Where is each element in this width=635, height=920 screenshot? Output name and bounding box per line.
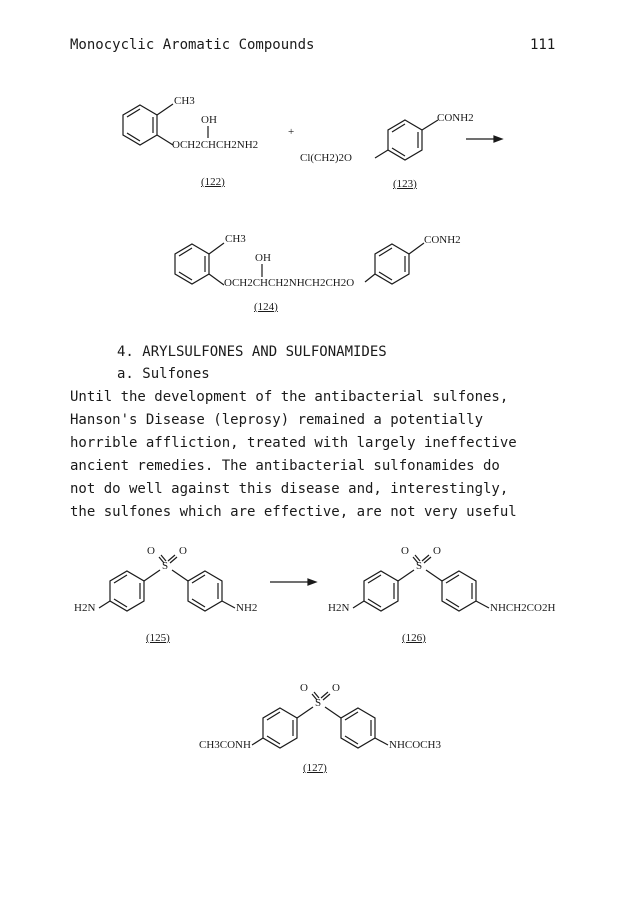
bond-s-left-126: [398, 570, 414, 581]
compound-label-122: (122): [201, 176, 225, 188]
paragraph-line-6: the sulfones which are effective, are not very useful: [70, 504, 517, 520]
chain-label-122: OCH2CHCH2NH2: [172, 139, 259, 151]
bond-nh-right-127: [375, 738, 388, 745]
bond-s-left-127: [297, 707, 313, 718]
oh-label-122: OH: [201, 114, 217, 126]
benzene-ring-123: [388, 120, 422, 160]
section-heading: 4. ARYLSULFONES AND SULFONAMIDES: [117, 344, 387, 360]
compound-label-123: (123): [393, 178, 417, 190]
benzene-ring-124-right: [375, 244, 409, 284]
plus-sign: +: [288, 126, 295, 138]
o1-label-125: O: [147, 545, 155, 557]
left-amine-125: H2N: [74, 602, 96, 614]
compound-label-124: (124): [254, 301, 278, 313]
benzene-ring-127-left: [263, 708, 297, 748]
ch3-label-122: CH3: [174, 95, 195, 107]
section-subheading: a. Sulfones: [117, 366, 210, 382]
right-group-126: NHCH2CO2H: [490, 602, 556, 614]
bond-nh-right-126: [476, 601, 489, 608]
o1-label-127: O: [300, 682, 308, 694]
s-label-127: S: [315, 697, 322, 709]
benzene-ring-126-right: [442, 571, 476, 611]
reaction-arrow-1: [466, 136, 502, 142]
bond-s-right-127: [325, 707, 341, 718]
paragraph-line-5: not do well against this disease and, interestingly,: [70, 481, 509, 497]
bond-nh-left-127: [252, 738, 263, 745]
paragraph-line-1: Until the development of the antibacterial sulfones,: [70, 389, 509, 405]
bond-o-122: [157, 135, 173, 145]
bond-nh2-right-125: [222, 601, 235, 608]
reaction-arrow-2: [270, 579, 316, 585]
benzene-ring-125-right: [188, 571, 222, 611]
left-amine-126: H2N: [328, 602, 350, 614]
o2-label-125: O: [179, 545, 187, 557]
benzene-ring-126-left: [364, 571, 398, 611]
running-header-title: Monocyclic Aromatic Compounds: [70, 37, 315, 53]
s-label-125: S: [162, 560, 169, 572]
bond-o2-124: [365, 274, 375, 282]
oh-label-124: OH: [255, 252, 271, 264]
o1-label-126: O: [401, 545, 409, 557]
bond-conh2-123: [422, 120, 438, 130]
ch3-label-124: CH3: [225, 233, 246, 245]
page-number: 111: [530, 37, 556, 53]
chain-label-123: Cl(CH2)2O: [300, 152, 352, 164]
bond-ch3-122: [157, 104, 173, 115]
bond-s-left-125: [144, 570, 160, 581]
compound-label-127: (127): [303, 762, 327, 774]
conh2-label-124: CONH2: [424, 234, 461, 246]
compound-label-125: (125): [146, 632, 170, 644]
bond-nh2-left-126: [353, 601, 364, 608]
bond-s-right-125: [172, 570, 188, 581]
paragraph-line-4: ancient remedies. The antibacterial sulfonamides do: [70, 458, 500, 474]
right-amine-125: NH2: [236, 602, 258, 614]
benzene-ring-125-left: [110, 571, 144, 611]
compound-label-126: (126): [402, 632, 426, 644]
left-group-127: CH3CONH: [199, 739, 251, 751]
right-group-127: NHCOCH3: [389, 739, 441, 751]
bond-conh2-124: [409, 243, 424, 254]
conh2-label-123: CONH2: [437, 112, 474, 124]
paragraph-line-3: horrible affliction, treated with largely ineffective: [70, 435, 517, 451]
benzene-ring-127-right: [341, 708, 375, 748]
bond-ch3-124: [209, 243, 224, 254]
o2-label-127: O: [332, 682, 340, 694]
bond-s-right-126: [426, 570, 442, 581]
o2-label-126: O: [433, 545, 441, 557]
bond-o-124: [209, 274, 224, 285]
bond-o-123: [375, 150, 388, 158]
benzene-ring-124-left: [175, 244, 209, 284]
bond-nh2-left-125: [99, 601, 110, 608]
s-label-126: S: [416, 560, 423, 572]
benzene-ring-122: [123, 105, 157, 145]
chain-label-124: OCH2CHCH2NHCH2CH2O: [224, 277, 355, 289]
paragraph-line-2: Hanson's Disease (leprosy) remained a potentially: [70, 412, 484, 428]
